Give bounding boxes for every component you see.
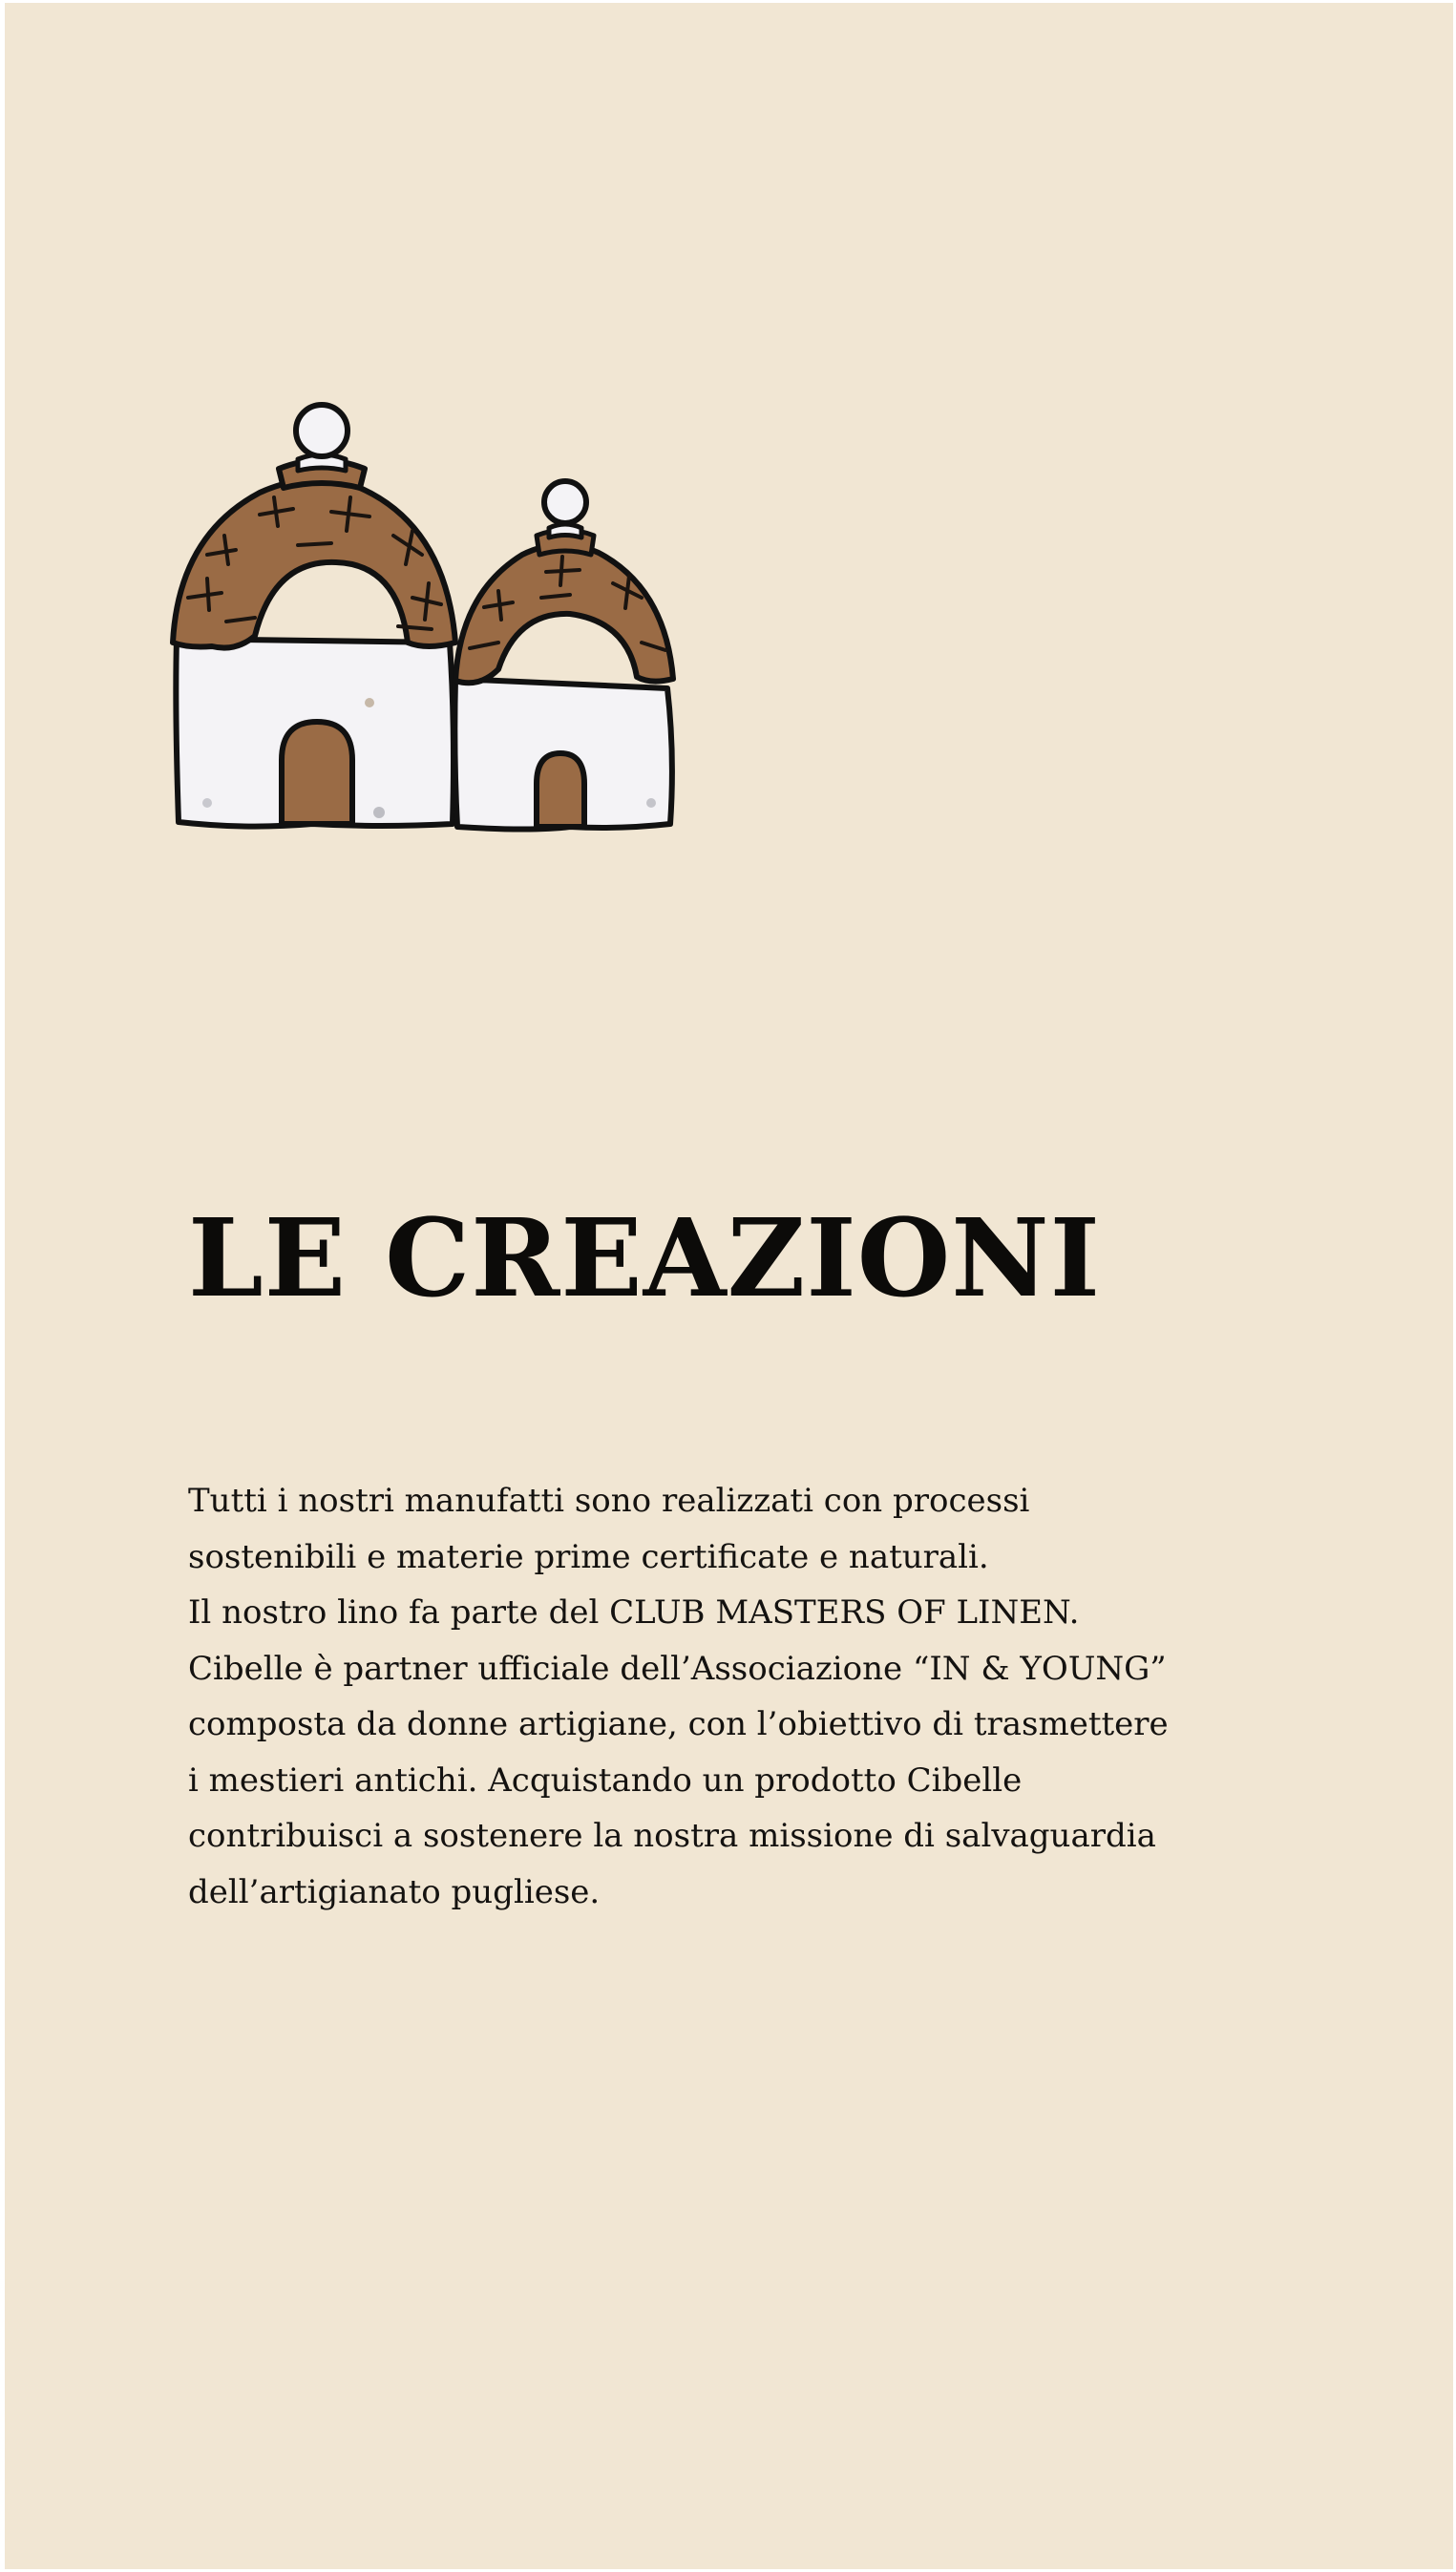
body-line: contribuisci a sostenere la nostra missione di salvaguardia: [188, 1817, 1156, 1855]
body-line: Tutti i nostri manufatti sono realizzati con processi: [188, 1482, 1030, 1520]
trulli-houses-icon: [169, 392, 685, 833]
body-line: dell’artigianato pugliese.: [188, 1872, 601, 1911]
body-line: composta da donne artigiane, con l’obiettivo di trasmettere: [188, 1705, 1169, 1743]
body-line: sostenibili e materie prime certificate e naturali.: [188, 1537, 989, 1576]
page-title: LE CREAZIONI: [188, 1196, 1102, 1321]
body-line: Il nostro lino fa parte del CLUB MASTERS OF LINEN.: [188, 1593, 1080, 1632]
body-line: Cibelle è partner ufficiale dell’Associazione “IN & YOUNG”: [188, 1649, 1167, 1688]
body-paragraph: [188, 1473, 1267, 1920]
small-trullo-icon: [454, 481, 673, 830]
large-trullo-icon: [173, 405, 455, 827]
body-line: i mestieri antichi. Acquistando un prodotto Cibelle: [188, 1760, 1023, 1800]
page: [5, 3, 1453, 2569]
